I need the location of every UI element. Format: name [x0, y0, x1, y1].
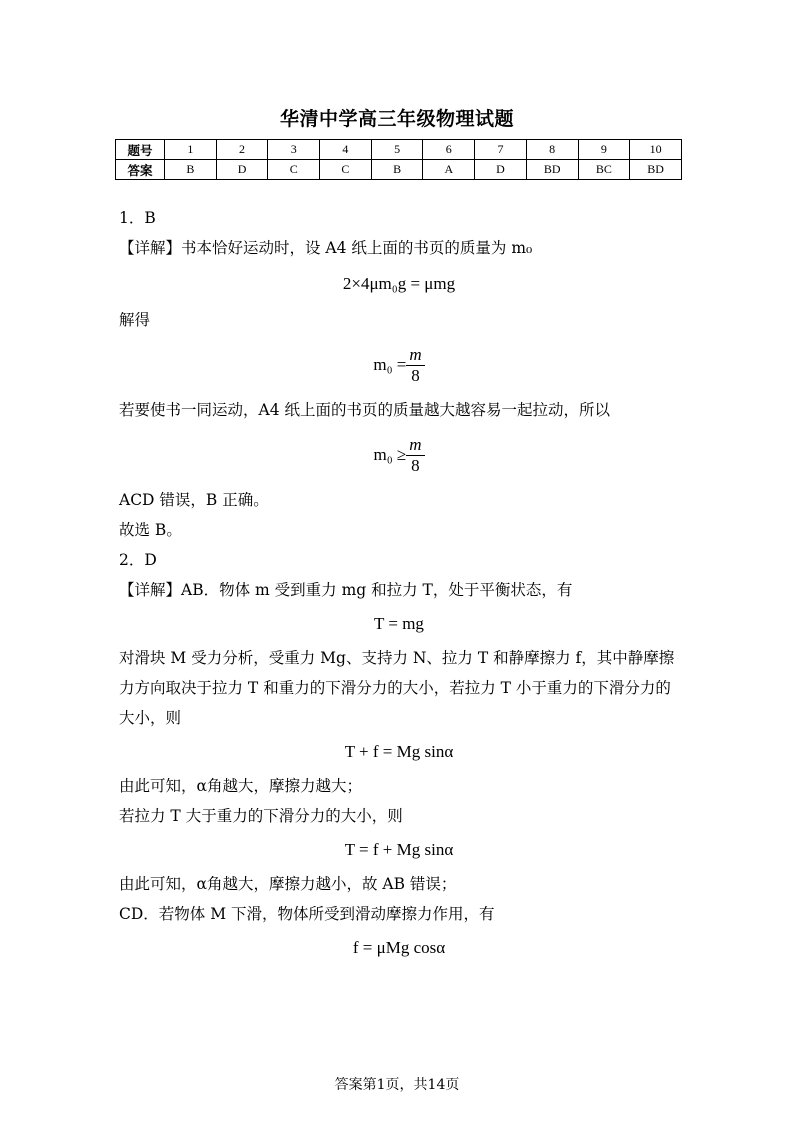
q2-text-1: 对滑块 M 受力分析，受重力 Mg、支持力 N、拉力 T 和静摩擦力 f，其中静摩擦 [119, 649, 675, 667]
q1-text-2: 若要使书一同运动，A4 纸上面的书页的质量越大越容易一起拉动，所以 [119, 401, 610, 419]
q2-equation-1: T = mg [374, 614, 424, 633]
answer-cell: B [165, 160, 217, 180]
page-title: 华清中学高三年级物理试题 [279, 108, 514, 130]
question-number: 9 [578, 140, 630, 160]
question-number: 4 [320, 140, 372, 160]
question-number: 3 [268, 140, 320, 160]
q1-equation-3 [119, 425, 679, 485]
q1-eq3-denominator: 8 [411, 455, 420, 475]
answer-table-number-row [116, 140, 682, 160]
answer-cell: B [371, 160, 423, 180]
q1-eq3-numerator: m [406, 435, 424, 456]
q1-eq2-fraction [406, 345, 424, 386]
q1-eq3-fraction [406, 435, 424, 476]
answer-cell: D [216, 160, 268, 180]
question-number: 6 [423, 140, 475, 160]
q2-text-2: 力方向取决于拉力 T 和重力的下滑分力的大小，若拉力 T 小于重力的下滑分力的 [119, 679, 671, 697]
q1-text-3: ACD 错误，B 正确。 [119, 491, 269, 509]
q1-detail: 【详解】书本恰好运动时，设 A4 纸上面的书页的质量为 m₀ [119, 239, 533, 257]
q2-detail: 【详解】AB．物体 m 受到重力 mg 和拉力 T，处于平衡状态，有 [119, 581, 573, 599]
answer-cell: BD [630, 160, 682, 180]
answer-cell: C [320, 160, 372, 180]
page-footer: 答案第1页，共14页 [334, 1077, 460, 1093]
question-number: 7 [475, 140, 527, 160]
answer-row-header: 答案 [116, 160, 165, 180]
q1-equation-1: 2×4μm₀g = μmg [342, 274, 456, 293]
q1-equation-2 [119, 335, 679, 395]
q1-eq2-lhs: m₀ = [373, 355, 407, 374]
question-number: 10 [630, 140, 682, 160]
q2-equation-3: T = f + Mg sinα [344, 840, 454, 859]
q1-eq2-numerator: m [406, 345, 424, 366]
q1-eq2-denominator: 8 [411, 365, 420, 385]
answer-table-answer-row [116, 160, 682, 180]
number-row-header: 题号 [116, 140, 165, 160]
q2-heading: 2．D [119, 551, 157, 569]
q2-text-4: 由此可知，α角越大，摩擦力越大； [119, 777, 362, 795]
q1-solve-label: 解得 [119, 311, 151, 329]
answer-cell: BD [526, 160, 578, 180]
q2-text-7: CD．若物体 M 下滑，物体所受到滑动摩擦力作用，有 [119, 905, 495, 923]
q2-text-6: 由此可知，α角越大，摩擦力越小，故 AB 错误； [119, 875, 457, 893]
q1-text-4: 故选 B。 [119, 521, 182, 539]
q1-heading: 1．B [119, 209, 156, 227]
q2-text-3: 大小，则 [119, 709, 182, 727]
solution-content [119, 203, 679, 967]
answer-table [115, 139, 682, 180]
q2-text-5: 若拉力 T 大于重力的下滑分力的大小，则 [119, 807, 403, 825]
answer-cell: D [475, 160, 527, 180]
q2-equation-4: f = μMg cosα [352, 938, 446, 957]
answer-cell: BC [578, 160, 630, 180]
question-number: 8 [526, 140, 578, 160]
question-number: 5 [371, 140, 423, 160]
question-number: 1 [165, 140, 217, 160]
answer-cell: A [423, 160, 475, 180]
question-number: 2 [216, 140, 268, 160]
q2-equation-2: T + f = Mg sinα [344, 742, 454, 761]
q1-eq3-lhs: m₀ ≥ [373, 445, 407, 464]
answer-cell: C [268, 160, 320, 180]
